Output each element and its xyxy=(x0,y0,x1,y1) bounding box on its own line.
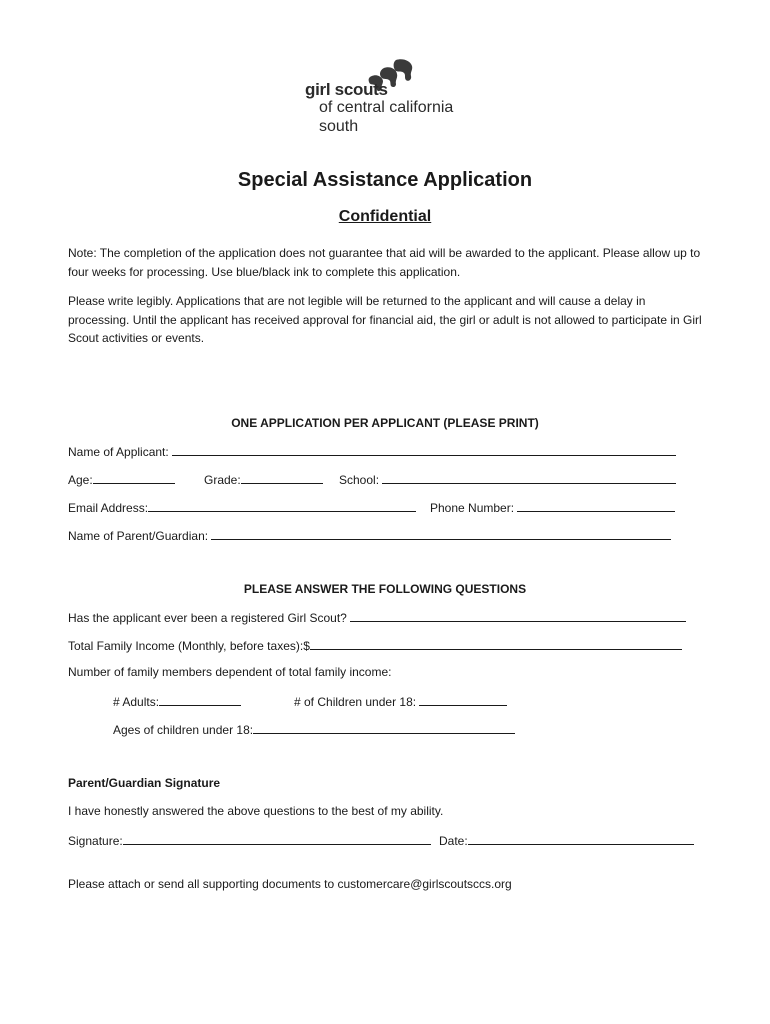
adults-field[interactable] xyxy=(159,693,241,706)
signature-label: Signature: xyxy=(68,834,123,848)
school-label: School: xyxy=(339,473,380,487)
children-ages-row xyxy=(113,721,515,737)
phone-row xyxy=(430,499,675,515)
grade-row xyxy=(204,471,323,487)
parent-name-field[interactable] xyxy=(211,527,671,540)
processing-note: Note: The completion of the application does not guarantee that aid will be awarded to the applicant. Please allow up to four weeks for processing. Use blue/black ink to complete this application. xyxy=(68,246,701,279)
registered-field[interactable] xyxy=(350,609,686,622)
email-row xyxy=(68,499,416,515)
logo-council-line: of central california xyxy=(319,99,454,116)
registered-row xyxy=(68,609,686,625)
email-field[interactable] xyxy=(148,499,416,512)
applicant-section-heading: ONE APPLICATION PER APPLICANT (PLEASE PRINT) xyxy=(231,416,539,430)
signature-section-heading: Parent/Guardian Signature xyxy=(68,776,221,790)
legibility-note: Please write legibly. Applications that are not legible will be returned to the applicant and will cause a delay in processing. Until the applicant has received approval for financial aid, the girl or adult is not allowed to participate in Girl Scout activities or events. xyxy=(68,294,702,345)
school-field[interactable] xyxy=(382,471,676,484)
confidential-label: Confidential xyxy=(338,208,432,225)
income-field[interactable] xyxy=(310,637,682,650)
phone-label: Phone Number: xyxy=(430,501,515,515)
age-row xyxy=(68,471,175,487)
date-label: Date: xyxy=(439,834,468,848)
document-title: Special Assistance Application xyxy=(237,169,533,191)
document-subtitle xyxy=(0,208,770,226)
children-row xyxy=(294,693,507,709)
registered-label: Has the applicant ever been a registered Girl Scout? xyxy=(68,611,347,625)
questions-section-heading: PLEASE ANSWER THE FOLLOWING QUESTIONS xyxy=(243,582,527,596)
phone-field[interactable] xyxy=(517,499,675,512)
email-label: Email Address: xyxy=(68,501,149,515)
school-row xyxy=(339,471,676,487)
children-ages-field[interactable] xyxy=(253,721,515,734)
adults-label: # Adults: xyxy=(113,695,160,709)
date-field[interactable] xyxy=(468,832,694,845)
adults-row xyxy=(113,693,241,709)
children-label: # of Children under 18: xyxy=(294,695,417,709)
attestation-statement: I have honestly answered the above questions to the best of my ability. xyxy=(68,804,444,818)
income-label: Total Family Income (Monthly, before taxes):$ xyxy=(68,639,310,653)
grade-label: Grade: xyxy=(204,473,241,487)
supporting-documents-note: Please attach or send all supporting documents to customercare@girlscoutsccs.org xyxy=(68,877,512,891)
applicant-name-row xyxy=(68,443,676,459)
logo-wordmark: girl scouts xyxy=(305,80,388,99)
family-members-label: Number of family members dependent of total family income: xyxy=(68,665,392,679)
applicant-name-field[interactable] xyxy=(172,443,676,456)
parent-name-row xyxy=(68,527,671,543)
age-field[interactable] xyxy=(93,471,175,484)
date-row xyxy=(439,832,694,848)
grade-field[interactable] xyxy=(241,471,323,484)
signature-row xyxy=(68,832,431,848)
signature-field[interactable] xyxy=(123,832,431,845)
age-label: Age: xyxy=(68,473,93,487)
children-ages-label: Ages of children under 18: xyxy=(113,723,254,737)
parent-name-label: Name of Parent/Guardian: xyxy=(68,529,209,543)
applicant-name-label: Name of Applicant: xyxy=(68,445,169,459)
logo-council-line-2: south xyxy=(319,118,359,135)
income-row xyxy=(68,637,682,653)
children-field[interactable] xyxy=(419,693,507,706)
